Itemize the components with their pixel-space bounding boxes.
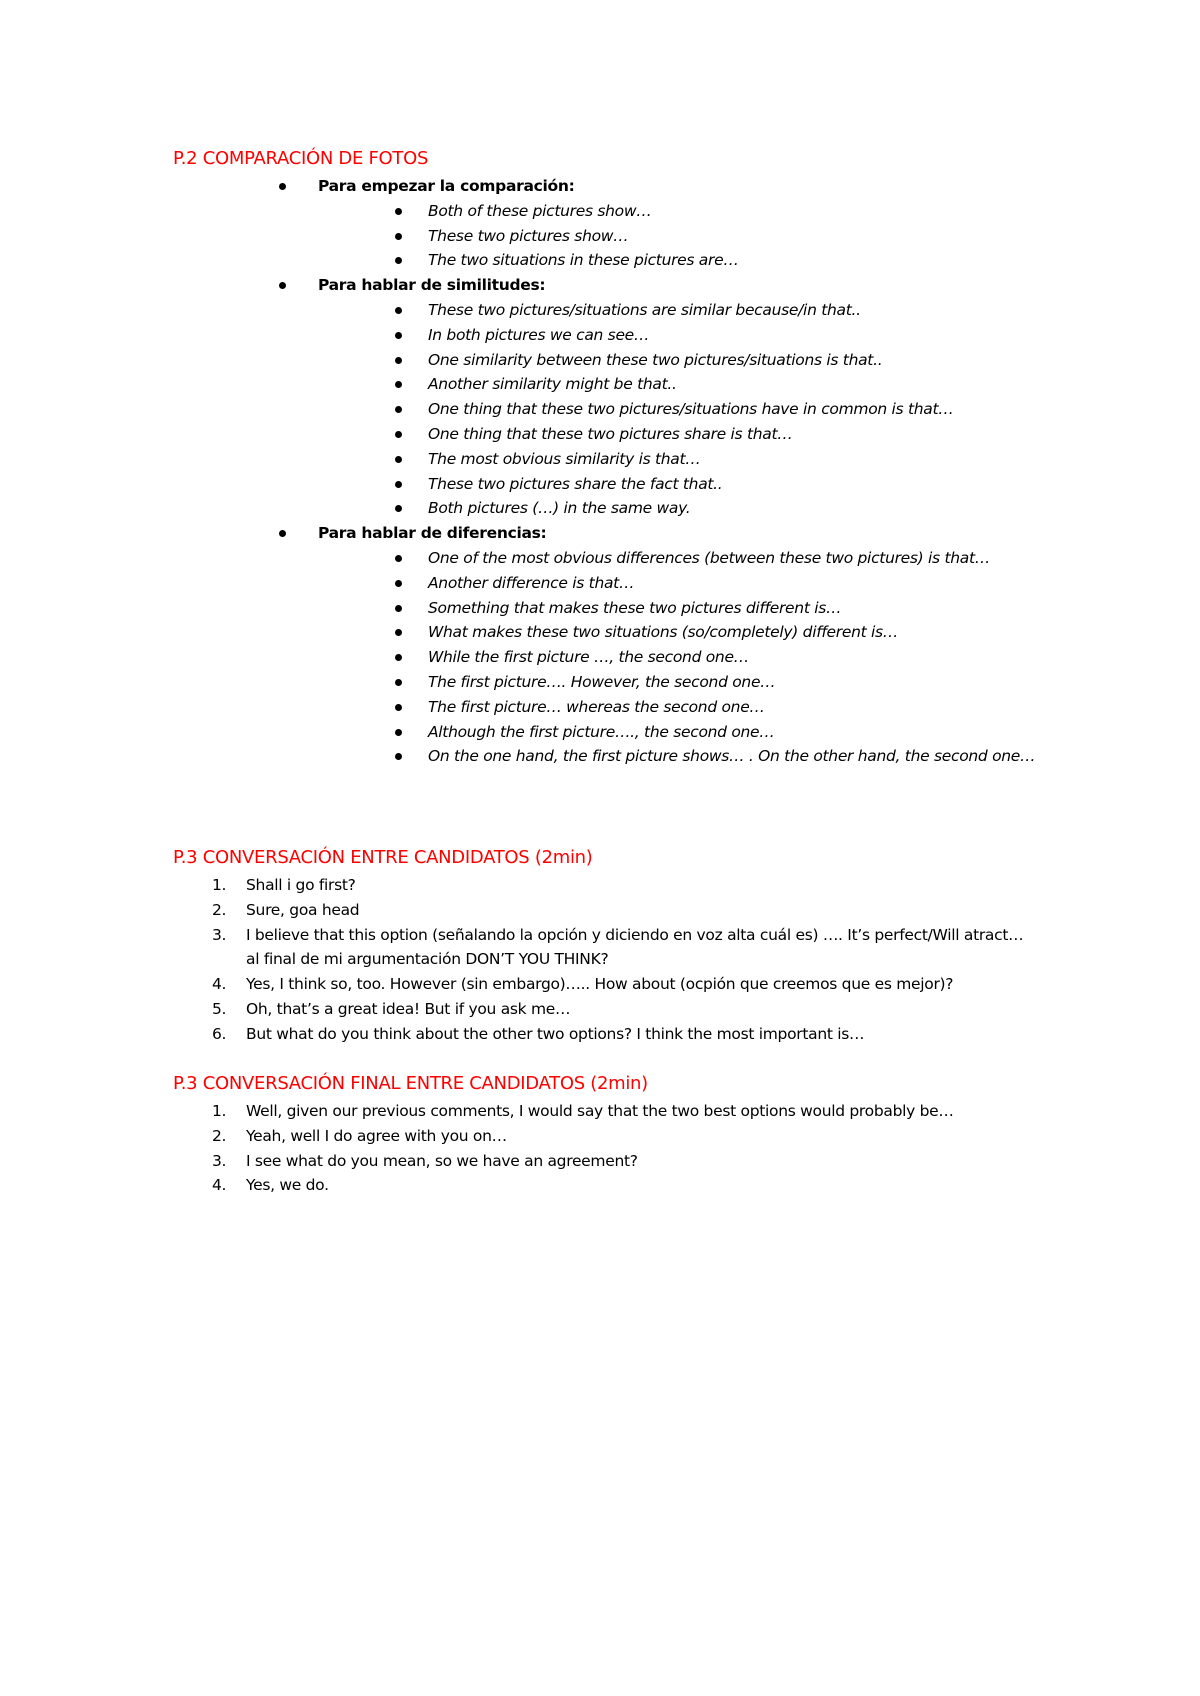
list-item: One of the most obvious differences (between these two pictures) is that… [0, 546, 1200, 571]
list-item: These two pictures share the fact that.. [0, 472, 1200, 497]
bullet-icon [395, 580, 402, 587]
bullet-icon [395, 629, 402, 636]
list-item: 1. Well, given our previous comments, I would say that the two best options would probably be… [212, 1102, 954, 1120]
bullet-icon [395, 679, 402, 686]
bullet-icon [395, 233, 402, 240]
list-item: 3. I believe that this option (señalando la opción y diciendo en voz alta cuál es) …. It’s perfect/Will atract… al final de mi argumentación DON’T YOU THINK? [212, 925, 1024, 969]
list-item: While the first picture …, the second one… [0, 645, 1200, 670]
bullet-icon [395, 307, 402, 314]
bullet-icon [279, 282, 286, 289]
list-item: In both pictures we can see… [0, 323, 1200, 348]
bullet-icon [395, 406, 402, 413]
bullet-icon [395, 704, 402, 711]
bullet-icon [395, 654, 402, 661]
list-item: Both pictures (…) in the same way. [0, 496, 1200, 521]
list-item: What makes these two situations (so/completely) different is… [0, 620, 1200, 645]
list-item: 6. But what do you think about the other two options? I think the most important is… [212, 1024, 865, 1043]
group-heading-start: Para empezar la comparación: [0, 174, 1200, 199]
group-heading-differences: Para hablar de diferencias: [0, 521, 1200, 546]
list-item: 5. Oh, that’s a great idea! But if you ask me… [212, 999, 571, 1018]
bullet-icon [395, 481, 402, 488]
list-item: The first picture…. However, the second one… [0, 670, 1200, 695]
list-item: 2. Yeah, well I do agree with you on… [212, 1126, 507, 1145]
section-heading-final-conversation: P.3 CONVERSACIÓN FINAL ENTRE CANDIDATOS (2min) [173, 1073, 648, 1094]
list-item: 4. Yes, I think so, too. However (sin embargo)….. How about (ocpión que creemos que es mejor)? [212, 975, 954, 994]
list-item: Both of these pictures show… [0, 199, 1200, 224]
bullet-icon [279, 530, 286, 537]
list-item: 1. Shall i go first? [212, 876, 356, 894]
bullet-icon [279, 183, 286, 190]
comparison-list [0, 174, 1200, 769]
list-item: One thing that these two pictures/situations have in common is that… [0, 397, 1200, 422]
bullet-icon [395, 357, 402, 364]
list-item: The first picture… whereas the second one… [0, 695, 1200, 720]
bullet-icon [395, 505, 402, 512]
bullet-icon [395, 257, 402, 264]
bullet-icon [395, 208, 402, 215]
list-item: The two situations in these pictures are… [0, 248, 1200, 273]
bullet-icon [395, 555, 402, 562]
list-item: Another difference is that… [0, 571, 1200, 596]
list-item: Another similarity might be that.. [0, 372, 1200, 397]
group-heading-similarities: Para hablar de similitudes: [0, 273, 1200, 298]
list-item: One thing that these two pictures share is that… [0, 422, 1200, 447]
section-heading-candidate-conversation: P.3 CONVERSACIÓN ENTRE CANDIDATOS (2min) [173, 847, 593, 868]
list-item: Although the first picture…., the second one… [0, 720, 1200, 745]
bullet-icon [395, 381, 402, 388]
bullet-icon [395, 753, 402, 760]
conversation-list [0, 873, 1200, 1047]
section-heading-photo-comparison: P.2 COMPARACIÓN DE FOTOS [173, 148, 429, 169]
bullet-icon [395, 729, 402, 736]
bullet-icon [395, 431, 402, 438]
list-item: The most obvious similarity is that… [0, 447, 1200, 472]
list-item: These two pictures show… [0, 224, 1200, 249]
bullet-icon [395, 605, 402, 612]
list-item: On the one hand, the first picture shows… . On the other hand, the second one… [0, 744, 1200, 769]
list-item: One similarity between these two pictures/situations is that.. [0, 348, 1200, 373]
bullet-icon [395, 332, 402, 339]
list-item: These two pictures/situations are similar because/in that.. [0, 298, 1200, 323]
list-item: Something that makes these two pictures different is… [0, 596, 1200, 621]
bullet-icon [395, 456, 402, 463]
list-item: 4. Yes, we do. [212, 1176, 329, 1195]
final-conversation-list [0, 1099, 1200, 1198]
list-item: 3. I see what do you mean, so we have an agreement? [212, 1151, 638, 1170]
list-item: 2. Sure, goa head [212, 900, 360, 919]
